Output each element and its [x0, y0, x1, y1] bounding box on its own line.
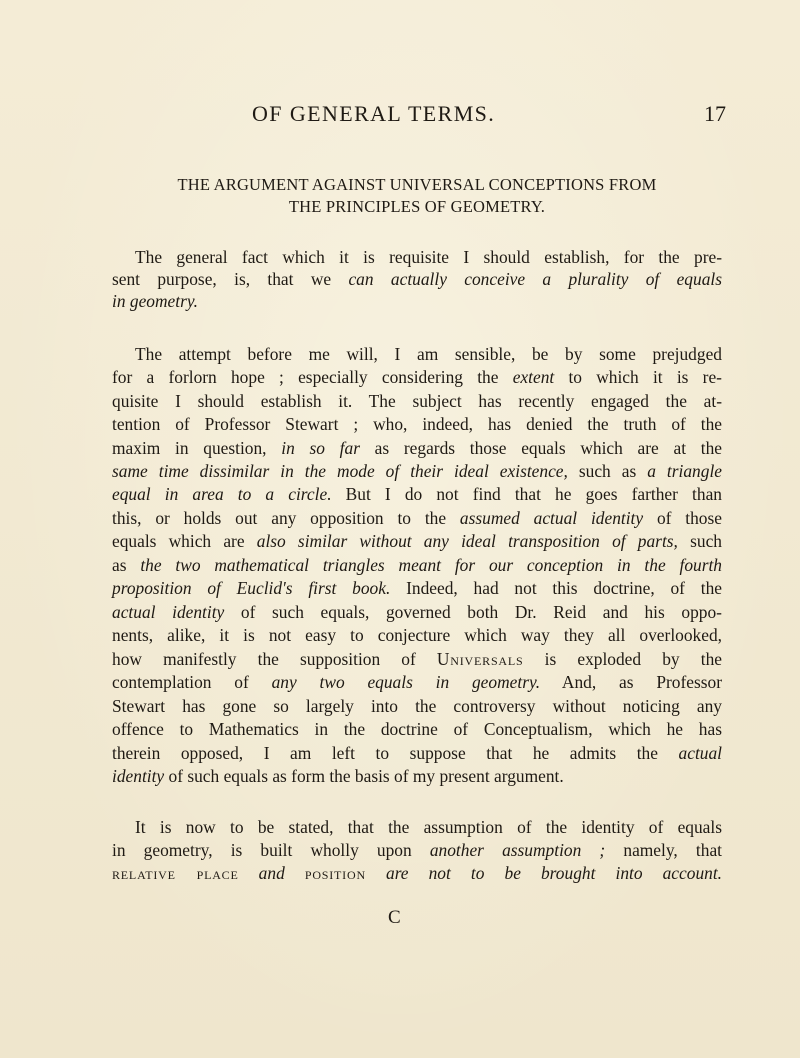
- p2-line-12-text: of such equals, governed both Dr. Reid and his oppo-: [224, 602, 722, 622]
- p2-line-6-italic-c: a triangle: [647, 461, 722, 481]
- p2-line-3: [112, 390, 722, 412]
- p2-line-2-text-a: for a forlorn hope ; especially considering the: [112, 367, 513, 387]
- p2-line-7-italic: equal in area to a circle.: [112, 484, 332, 504]
- p2-line-14-text-a: how manifestly the supposition of: [112, 649, 437, 669]
- page-number: 17: [704, 101, 726, 126]
- p2-line-9-italic: also similar without any ideal transposition of parts,: [256, 531, 678, 551]
- p1-line-2-italic: can actually conceive a plurality of equals: [348, 269, 722, 289]
- p1-line-3-italic: in geometry.: [112, 291, 198, 311]
- p1-line-1: [112, 246, 722, 268]
- p2-line-12-italic: actual identity: [112, 602, 225, 622]
- p2-line-11: [112, 577, 722, 599]
- p2-line-13-text: nents, alike, it is not easy to conjecture which way they all overlooked,: [112, 625, 722, 645]
- p2-line-15-text-a: contemplation of: [112, 672, 272, 692]
- p2-line-15-text-c: And, as Professor: [540, 672, 723, 692]
- section-heading: [112, 174, 722, 218]
- signature-mark: C: [388, 907, 401, 928]
- p2-line-18: [112, 742, 722, 764]
- p2-line-4-text: tention of Professor Stewart ; who, indeed, has denied the truth of the: [112, 414, 722, 434]
- p2-line-10: [112, 554, 722, 576]
- p2-line-19: [112, 765, 722, 787]
- p2-line-16-text: Stewart has gone so largely into the controversy without noticing any: [112, 696, 722, 716]
- p2-line-11-italic: proposition of Euclid's first book.: [112, 578, 391, 598]
- p3-line-3-smallcaps-c: position: [304, 863, 366, 883]
- p1-line-3: [112, 290, 722, 312]
- p2-line-11-text: Indeed, had not this doctrine, of the: [390, 578, 722, 598]
- p2-line-8: [112, 507, 722, 529]
- p2-line-2: [112, 366, 722, 388]
- p3-line-3-italic-b: and: [238, 863, 305, 883]
- p2-line-5-text-c: as regards those equals which are at the: [359, 438, 722, 458]
- p2-line-15-italic: any two equals in geometry.: [271, 672, 541, 692]
- p2-line-10-italic: the two mathematical triangles meant for our conception in the fourth: [140, 555, 723, 575]
- p2-line-7: [112, 483, 722, 505]
- p3-line-2: [112, 839, 722, 861]
- p2-line-14-smallcaps: Universals: [436, 649, 524, 669]
- p2-line-8-text-a: this, or holds out any opposition to the: [112, 508, 460, 528]
- p3-line-2-italic: another assumption ;: [429, 840, 606, 860]
- p2-line-5: [112, 437, 722, 459]
- p2-line-15: [112, 671, 722, 693]
- p3-line-2-text-c: namely, that: [605, 840, 722, 860]
- p2-line-1: [112, 343, 722, 365]
- p2-line-5-italic: in so far: [281, 438, 360, 458]
- p2-line-7-text: But I do not find that he goes farther than: [331, 484, 722, 504]
- p1-line-2: [112, 268, 722, 290]
- p2-line-12: [112, 601, 722, 623]
- section-heading-line-2: THE PRINCIPLES OF GEOMETRY.: [288, 197, 546, 216]
- p2-line-17: [112, 718, 722, 740]
- p2-line-14: [112, 648, 722, 670]
- p2-line-8-text-c: of those: [643, 508, 722, 528]
- p2-line-16: [112, 695, 722, 717]
- p2-line-2-italic: extent: [512, 367, 555, 387]
- p2-line-2-text-c: to which it is re-: [554, 367, 722, 387]
- p2-line-14-text-c: is exploded by the: [523, 649, 722, 669]
- p3-line-3: [112, 862, 722, 884]
- p3-line-3-italic-d: are not to be brought into account.: [365, 863, 723, 883]
- p2-line-3-text: quisite I should establish it. The subject has recently engaged the at-: [112, 391, 722, 411]
- p3-line-1: [112, 816, 722, 838]
- running-head: [0, 99, 800, 139]
- section-heading-line-1: THE ARGUMENT AGAINST UNIVERSAL CONCEPTIONS FROM: [177, 175, 657, 194]
- p2-line-8-italic: assumed actual identity: [459, 508, 644, 528]
- p2-line-13: [112, 624, 722, 646]
- p2-line-1-text: The attempt before me will, I am sensible, be by some prejudged: [135, 344, 722, 364]
- p2-line-5-text-a: maxim in question,: [112, 438, 282, 458]
- p2-line-6: [112, 460, 722, 482]
- p2-line-18-text: therein opposed, I am left to suppose that he admits the: [112, 743, 679, 763]
- p1-line-1-text: The general fact which it is requisite I should establish, for the pre-: [135, 247, 722, 267]
- p2-line-9-text-c: such: [677, 531, 722, 551]
- p1-line-2-text: sent purpose, is, that we: [112, 269, 349, 289]
- p2-line-19-italic: identity: [112, 766, 165, 786]
- p3-line-2-text-a: in geometry, is built wholly upon: [112, 840, 430, 860]
- p2-line-6-text: such as: [567, 461, 648, 481]
- p3-line-1-text: It is now to be stated, that the assumption of the identity of equals: [135, 817, 722, 837]
- p2-line-18-italic: actual: [678, 743, 722, 763]
- p2-line-6-italic-a: same time dissimilar in the mode of their ideal existence,: [112, 461, 568, 481]
- p3-line-3-smallcaps-a: relative place: [112, 863, 239, 883]
- running-title: OF GENERAL TERMS.: [252, 101, 496, 126]
- p2-line-10-text: as: [112, 555, 141, 575]
- p2-line-4: [112, 413, 722, 435]
- p2-line-17-text: offence to Mathematics in the doctrine of Conceptualism, which he has: [112, 719, 722, 739]
- p2-line-9: [112, 530, 722, 552]
- p2-line-9-text-a: equals which are: [112, 531, 257, 551]
- p2-line-19-text: of such equals as form the basis of my present argument.: [164, 766, 564, 786]
